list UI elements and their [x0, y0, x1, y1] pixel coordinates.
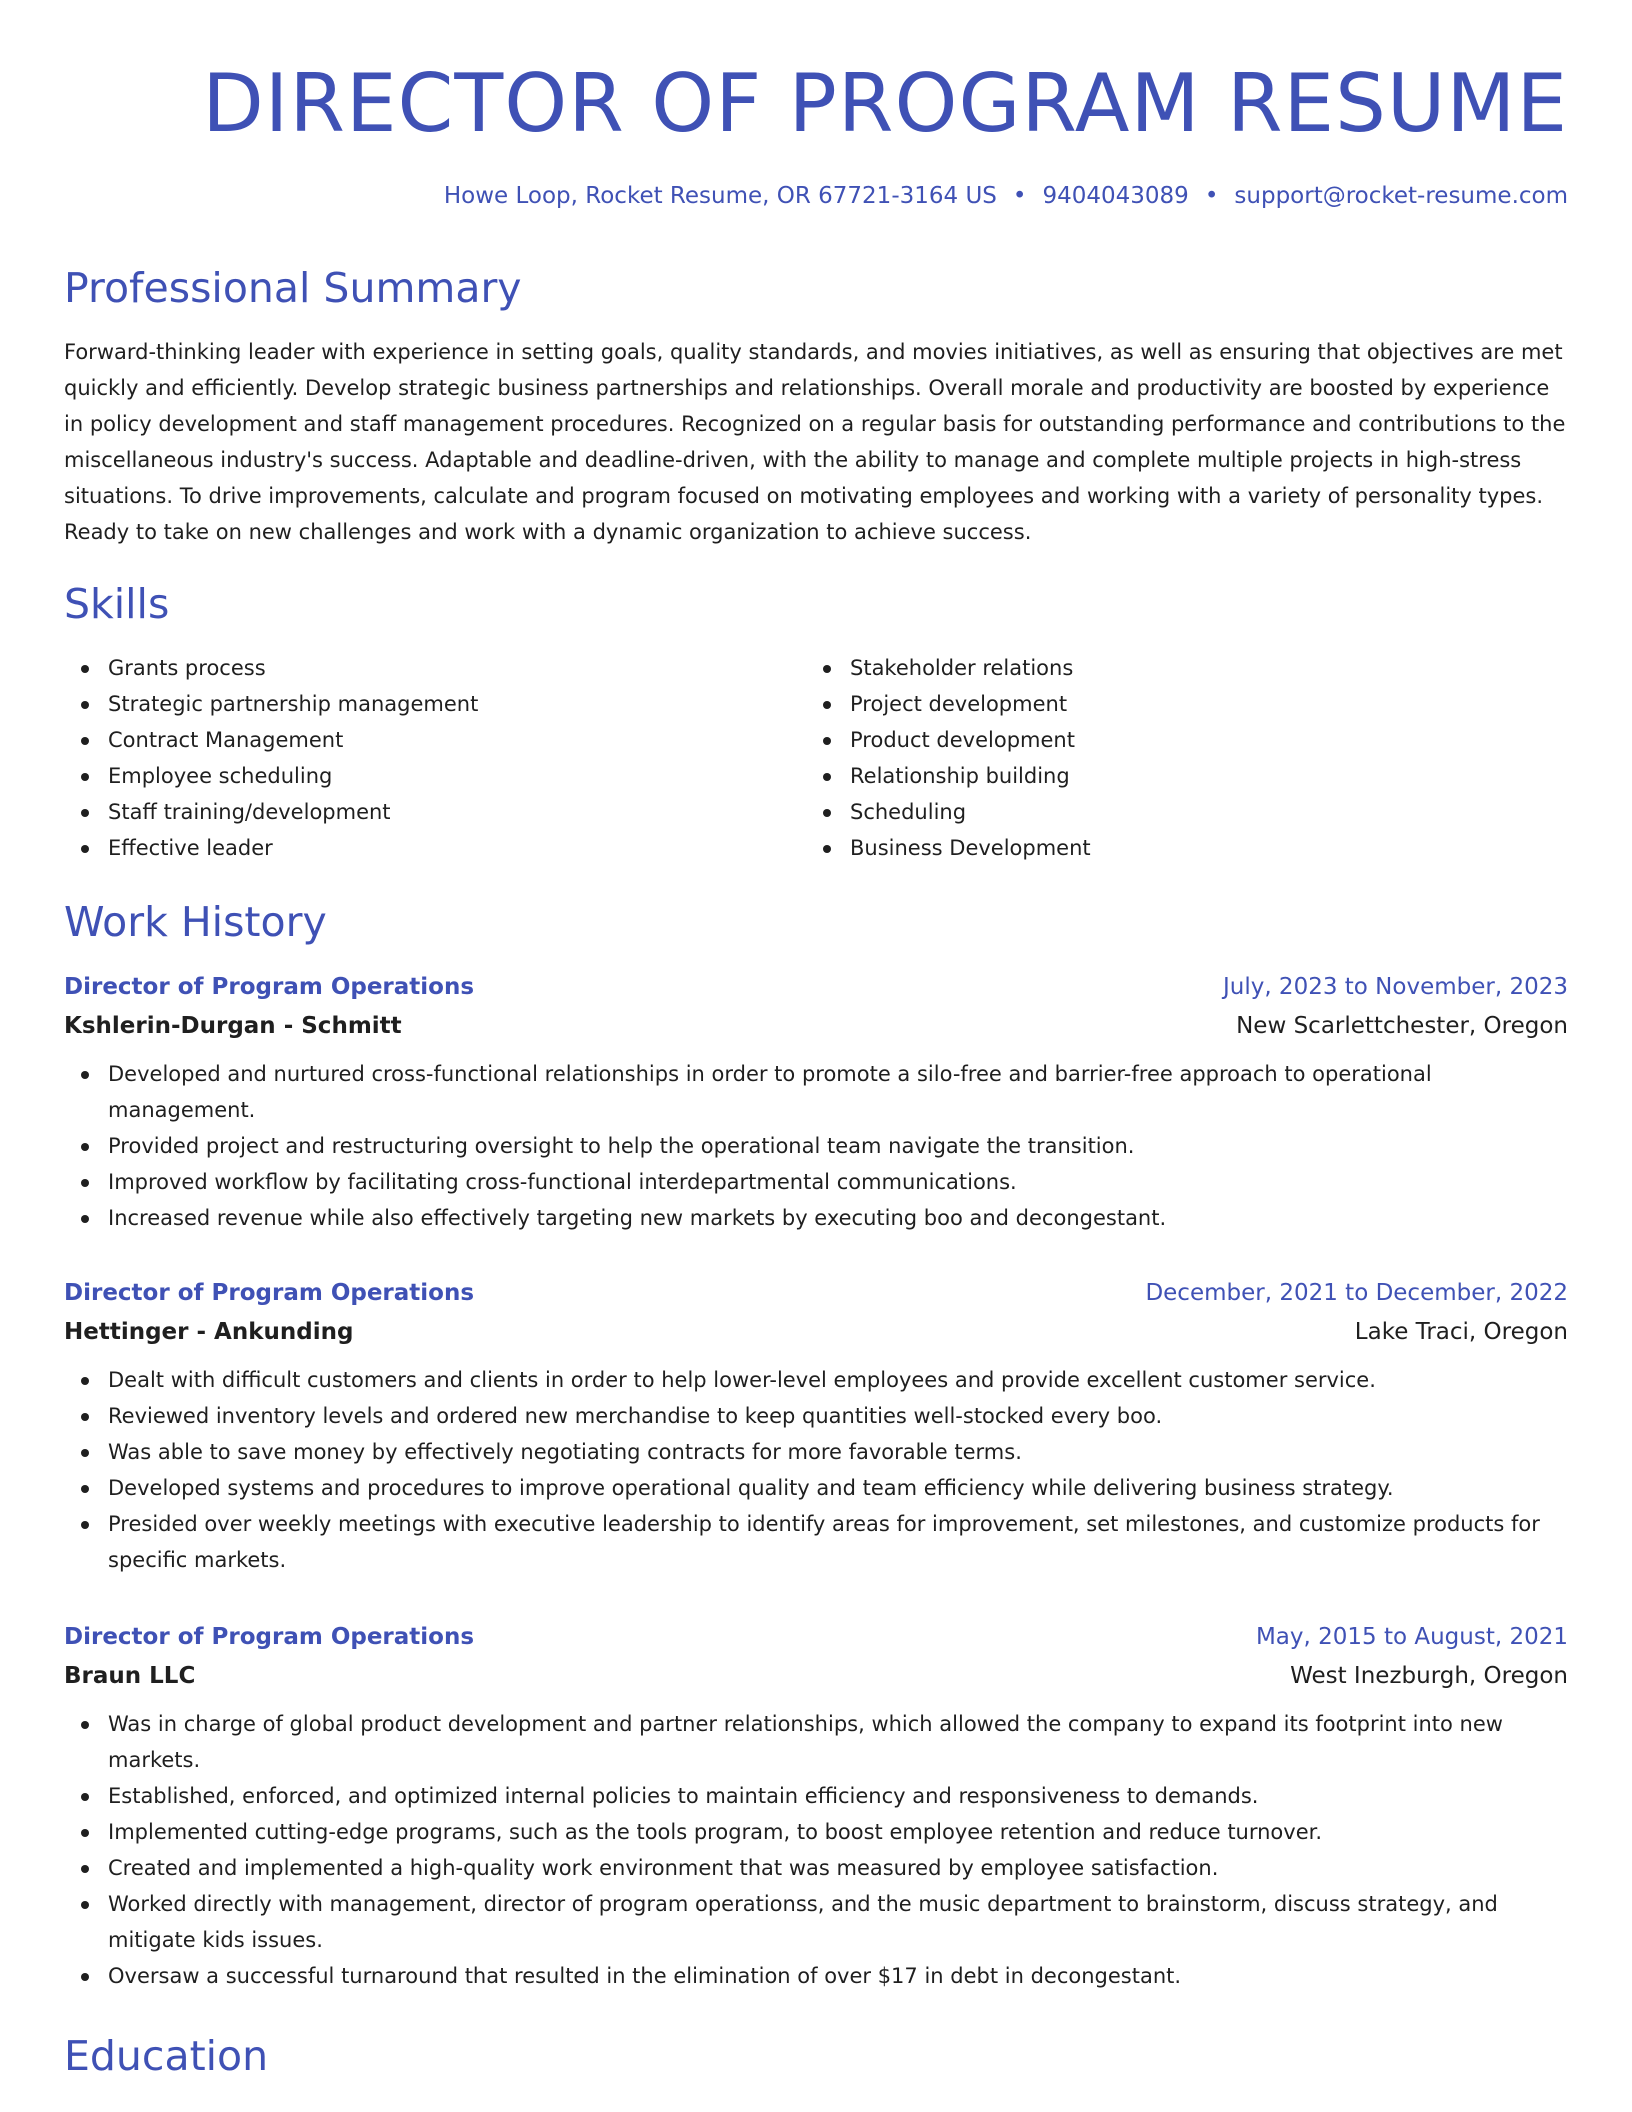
job-header-row: [64, 968, 1568, 1006]
skill-item: Project development: [806, 686, 1546, 722]
job-entry: [64, 968, 1568, 1236]
job-bullet: Developed systems and procedures to improve operational quality and team efficiency while delivering business strategy.: [64, 1470, 1568, 1506]
job-entry: [64, 1274, 1568, 1578]
job-bullet: Increased revenue while also effectively targeting new markets by executing boo and decongestant.: [64, 1200, 1568, 1236]
job-bullet: Oversaw a successful turnaround that resulted in the elimination of over $17 in debt in decongestant.: [64, 1958, 1568, 1994]
job-bullet: Worked directly with management, director of program operationss, and the music department to brainstorm, discuss strategy, and mitigate kids issues.: [64, 1886, 1568, 1958]
work-history-heading: Work History: [64, 898, 327, 946]
education-heading: Education: [64, 2032, 269, 2080]
resume-title: DIRECTOR OF PROGRAM RESUME: [202, 57, 1568, 150]
job-company: Braun LLC: [64, 1663, 196, 1689]
job-header-row: [64, 1618, 1568, 1656]
skill-item: Effective leader: [64, 830, 804, 866]
contact-address: Howe Loop, Rocket Resume, OR 67721-3164 US: [443, 183, 997, 209]
skills-heading: Skills: [64, 580, 170, 628]
job-bullet: Dealt with difficult customers and clients in order to help lower-level employees and provide excellent customer service.: [64, 1362, 1568, 1398]
job-bullets: [64, 1706, 1568, 1994]
skills-list-left: [64, 650, 804, 866]
contact-email[interactable]: support@rocket-resume.com: [1234, 183, 1568, 209]
contact-line: [444, 180, 1568, 212]
job-bullet: Improved workflow by facilitating cross-functional interdepartmental communications.: [64, 1164, 1568, 1200]
skill-item: Business Development: [806, 830, 1546, 866]
job-title: Director of Program Operations: [64, 1280, 475, 1306]
job-dates: July, 2023 to November, 2023: [1222, 974, 1568, 1000]
job-bullet: Created and implemented a high-quality work environment that was measured by employee satisfaction.: [64, 1850, 1568, 1886]
job-title: Director of Program Operations: [64, 1624, 475, 1650]
job-bullets: [64, 1056, 1568, 1236]
skill-item: Stakeholder relations: [806, 650, 1546, 686]
job-location: West Inezburgh, Oregon: [1290, 1663, 1568, 1689]
job-bullet: Presided over weekly meetings with executive leadership to identify areas for improvement, set milestones, and customize products for specific markets.: [64, 1506, 1568, 1578]
job-dates: December, 2021 to December, 2022: [1145, 1280, 1568, 1306]
skill-item: Relationship building: [806, 758, 1546, 794]
job-company-row: [64, 1656, 1568, 1694]
job-entry: [64, 1618, 1568, 1994]
job-company: Hettinger - Ankunding: [64, 1319, 354, 1345]
skill-item: Strategic partnership management: [64, 686, 804, 722]
skill-item: Scheduling: [806, 794, 1546, 830]
job-bullet: Established, enforced, and optimized internal policies to maintain efficiency and responsiveness to demands.: [64, 1778, 1568, 1814]
job-location: New Scarlettchester, Oregon: [1236, 1013, 1568, 1039]
job-title: Director of Program Operations: [64, 974, 475, 1000]
contact-phone: 9404043089: [1042, 183, 1189, 209]
skill-item: Product development: [806, 722, 1546, 758]
skills-list-right: [806, 650, 1546, 866]
job-company: Kshlerin-Durgan - Schmitt: [64, 1013, 402, 1039]
job-bullets: [64, 1362, 1568, 1578]
job-bullet: Was able to save money by effectively negotiating contracts for more favorable terms.: [64, 1434, 1568, 1470]
job-company-row: [64, 1006, 1568, 1044]
skill-item: Staff training/development: [64, 794, 804, 830]
contact-separator: •: [1012, 183, 1027, 209]
job-bullet: Implemented cutting-edge programs, such as the tools program, to boost employee retention and reduce turnover.: [64, 1814, 1568, 1850]
job-bullet: Reviewed inventory levels and ordered new merchandise to keep quantities well-stocked every boo.: [64, 1398, 1568, 1434]
skill-item: Contract Management: [64, 722, 804, 758]
job-header-row: [64, 1274, 1568, 1312]
job-company-row: [64, 1312, 1568, 1350]
contact-separator: •: [1204, 183, 1219, 209]
job-bullet: Was in charge of global product development and partner relationships, which allowed the company to expand its footprint into new markets.: [64, 1706, 1568, 1778]
summary-text: Forward-thinking leader with experience in setting goals, quality standards, and movies initiatives, as well as ensuring that objectives are met quickly and efficiently. Develop strategic business partnerships and relationships. Overall morale and productivity are boosted by experience in policy development and staff management procedures. Recognized on a regular basis for outstanding performance and contributions to the miscellaneous industry's success. Adaptable and deadline-driven, with the ability to manage and complete multiple projects in high-stress situations. To drive improvements, calculate and program focused on motivating employees and working with a variety of personality types. Ready to take on new challenges and work with a dynamic organization to achieve success.: [64, 340, 1566, 544]
job-bullet: Provided project and restructuring oversight to help the operational team navigate the transition.: [64, 1128, 1568, 1164]
summary-heading: Professional Summary: [64, 264, 522, 312]
skill-item: Employee scheduling: [64, 758, 804, 794]
job-dates: May, 2015 to August, 2021: [1255, 1624, 1568, 1650]
skill-item: Grants process: [64, 650, 804, 686]
job-bullet: Developed and nurtured cross-functional relationships in order to promote a silo-free and barrier-free approach to operational management.: [64, 1056, 1568, 1128]
job-location: Lake Traci, Oregon: [1354, 1319, 1568, 1345]
